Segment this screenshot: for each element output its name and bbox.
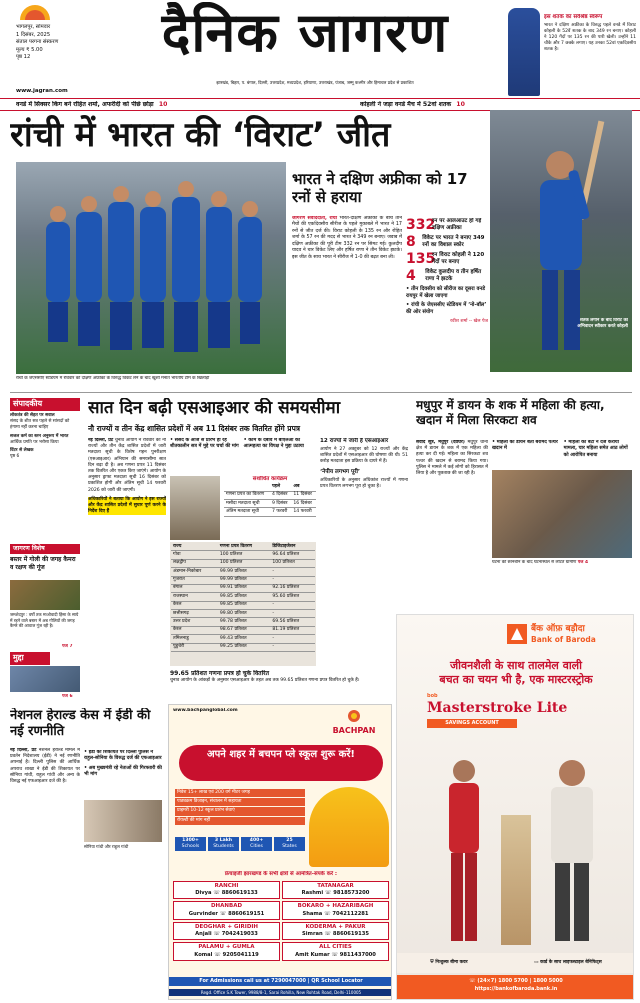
mudda-photo [10,666,80,692]
lead-bullet: • रांची के जेएससीए स्टेडियम में ‘नो-बॉल’ की ओर संयोग [406,302,487,316]
table-cell: गणना प्रपत्र का वितरण [224,491,270,499]
table-row [171,635,315,643]
bachpan-city[interactable] [282,901,389,919]
sir-highlight: अधिकारियों ने बताया कि आयोग ने इस राज्यों और केंद्र शासित प्रदेशों में सुधार पूर्ण करने के निर्देश दिए हैं [88,496,166,515]
vishesh-story[interactable]: बस्तर में गोली की जगह कैमरा व रक्षण की गूंज [10,556,76,571]
lead-subhead: भारत ने दक्षिण अफ्रीका को 17 रनों से हराया [292,170,468,206]
table-cell: 99.80 प्रतिशत [218,610,270,618]
table-row [171,593,315,601]
bachpan-stat-number: 25 [286,838,293,843]
shield-icon: ⛨ [430,959,434,965]
bachpan-city[interactable] [282,922,389,940]
bachpan-stat-number: 1300+ [182,838,199,843]
bachpan-stat-label: Students [213,844,234,850]
masthead [0,0,640,100]
madhupur-headline: मधुपुर में डायन के शक में महिला की हत्या, खदान में मिला सिरकटा शव [416,398,605,427]
table-cell: केरल [171,626,218,634]
bachpan-stat [175,837,206,851]
ticker-left-page: 10 [158,101,168,108]
bob-benefit [430,960,467,966]
herald-bullet: • अब मुख्यमंत्री रहे नेताओं की गिरफ्तारी की भी मांग [84,765,162,778]
city-name: DHANBAD [210,903,243,910]
sir-state-table-box [170,542,316,666]
stat-item [406,269,488,283]
lead-bullet-text: तीन दिवसीय को सीरीज का दूसरा वनडे रायपुर में खेला जाएगा [406,286,486,300]
phone-icon: ☏ [469,978,476,984]
bachpan-city[interactable] [173,881,280,899]
kohli-photo-caption: शतक लगाने के बाद विराट का अभिवादन स्वीकार करते कोहली [577,318,628,329]
table-cell: 95.60 प्रतिशत [270,593,315,601]
bachpan-stat-number: 3 Lakh [214,838,233,843]
sir-body: चुनाव आयोग ने रविवार को नौ राज्यों और तीन केंद्र शासित प्रदेशों में जारी मतदाता सूची के विशेष गहन पुनरीक्षण (एसआइआर) अभियान की समयसीमा सात दिन बढ़ा दी है। अब गणना प्रपत्र 11 दिसंबर तक वितरित और एकत्र किए जाएंगे। आयोग के अनुसार ड्राफ्ट मतदाता सूची 16 दिसंबर को प्रकाशित होगी और अंतिम सूची 14 फरवरी 2026 को जारी की जाएगी। [88,438,166,493]
side-title: इस शतक का सर्वश्रेष्ठ स्वरूप [544,14,603,20]
phone-icon: ☏ [324,890,332,897]
sampadakiya-item-head: सजल कर्म का स्तन अनुरूप में भारत [10,433,69,439]
bachpan-logo-icon [344,709,364,723]
madhupur-photo-caption: घटना की छानबीन के बाद घटनास्थल से लौटते ग्रामीण [492,560,577,565]
city-name: RANCHI [214,883,239,889]
sampadakiya-item-text: आर्थिक प्रगति पर भरोसा किया [10,439,59,445]
table-cell: 100 प्रतिशत [218,551,270,559]
bachpan-brand: BACHPAN [332,725,376,735]
editions-line: झारखंड, बिहार, प. बंगाल, दिल्ली, उत्तरप्रदेश, मध्यप्रदेश, हरियाणा, उत्तराखंड, पंजाब, जम्मू कश्मीर और हिमाचल प्रदेश से प्रकाशित [216,80,414,85]
sampadakiya-title: संपादकीय [10,398,80,411]
vishesh-photo [10,580,80,610]
bob-small-brand: bob [427,693,438,699]
sir-schedule [224,476,316,517]
city-name: KODERMA + PAKUR [305,923,366,930]
sir-schedule-table [224,483,316,517]
contact-name: Gurvinder [188,910,218,917]
mudda-page: पेज 6 [62,694,73,699]
phone-icon: ☏ [331,951,338,958]
table-row [171,626,315,634]
bachpan-stat-label: Cities [250,844,263,850]
table-cell: अंतिम मतदाता सूची [224,508,270,516]
lead-headline: रांची में भारत की ‘विराट’ जीत [10,115,391,155]
table-cell: 11 दिसंबर [291,491,316,499]
bob-benefits [397,953,634,973]
mudda-label: मुद्दा [10,652,50,665]
website[interactable]: www.jagran.com [16,88,68,94]
bachpan-stat [241,837,272,851]
table-cell: 99.99 प्रतिशत [218,576,270,584]
madhupur-bullet-text: महिला की बेटी ने दर्ज कराया मामला, चार महिला समेत आठ लोगों को आरोपित बनाया [563,440,628,458]
contact-phone: 9818573200 [333,890,370,897]
bachpan-footer[interactable]: For Admissions call us at 7290047000 | QR School Locator [169,977,392,986]
sir-bullet-text: संसद के आज से प्रारंभ हो रहे शीतकालीन सत्र में मुद्दे पर चर्चा की मांग [170,438,239,450]
bob-contact[interactable] [397,975,634,1000]
madhupur-bullets [492,440,632,459]
jagran-sun-logo-icon [18,4,52,22]
vishesh-box [10,544,80,652]
state-header: राज्य [171,543,218,551]
herald-body: नेशनल हेराल्ड मामले में प्रवर्तन निदेशालय (ईडी) ने नई रणनीति अपनाई है। दिल्ली पुलिस की आर्थिक अपराध शाखा ने ईडी की शिकायत पर सोनिया गांधी, राहुल गांधी और अन्य के विरुद्ध नई एफआइआर दर्ज की है। [10,748,80,784]
sir-side-title2: ‘नेपीय लगभग पूरी’ [320,469,361,476]
bachpan-feature: रॉयल्टी की मांग नहीं [175,817,305,825]
mudda-box [10,652,80,704]
schedule-header: पहले [270,483,291,491]
bachpan-contact-title: फ्रेंचाइजी झारखण्ड के सभी क्षेत्रों से आमंत्रित-संपर्क करें : [224,871,338,877]
bachpan-stats [175,837,305,851]
vishesh-page: पेज 7 [62,644,73,649]
bob-english-name: Bank of Baroda [531,635,596,645]
table-cell: मसौदा मतदाता सूची [224,500,270,508]
stat-text: रन विराट कोहली ने 120 गेंदों पर बनाए [432,252,485,265]
sampadakiya-item-text: संसद के शीत सत्र पहले से सांसदों को हंगामा नहीं करना चाहिए [10,418,70,430]
madhupur-crowd-photo [492,470,632,558]
contact-name: Divya [195,890,212,897]
sir-side-col [320,438,408,666]
table-row [171,618,315,626]
lead-bullet: • तीन दिवसीय को सीरीज का दूसरा वनडे रायपुर में खेला जाएगा [406,286,486,300]
city-name: DEOGHAR + GIRIDIH [194,923,259,930]
bob-hindi-name: बैंक ऑफ़ बड़ौदा [531,624,585,634]
table-cell: 69.56 प्रतिशत [270,618,315,626]
pages: पृष्ठ 12 [16,54,31,61]
contact-name: Komal [194,951,213,958]
sir-footer [170,670,408,684]
bachpan-features [175,789,305,826]
sir-subhead: नौ राज्यों व तीन केंद्र शासित प्रदेशों में अब 11 दिसंबर तक वितरित होंगे प्रपत्र [88,424,300,433]
vishesh-caption: जमशेदपुर : वर्षों तक माओवादी हिंसा के साये में रहने वाले बस्तर में अब गोलियों की जगह कैमरे की आवाज गूंज रही है। [10,612,79,629]
table-cell: - [270,568,315,576]
table-cell: - [270,643,315,651]
card-icon: ▭ [534,959,539,965]
sampadakiya-box [10,398,80,540]
bachpan-feature: प्राइमरी 10-12 स्कूल प्रारंभ सेवाएं [175,807,305,815]
table-row [224,491,316,499]
stat-number: 8 [406,234,416,250]
stat-text: रन पर आलआउट हो गई दक्षिण अफ्रीका [432,218,482,231]
schedule-header [224,483,270,491]
date: 1 दिसंबर, 2025 [16,31,51,38]
bachpan-ad[interactable] [168,704,392,1000]
sir-footer-title: 99.65 प्रतिशत गणना प्रपत्र हो चुके वितरित [170,670,270,677]
ticker-left-text: वनडे में सिक्सर किंग बने रोहित शर्मा, अफरीदी को पीछे छोड़ा [16,101,154,108]
bob-url[interactable]: https://bankofbaroda.bank.in [474,985,558,992]
madhupur-byline: संवाद सूत्र, मधुपुर (देवघर) [416,440,465,445]
sir-schedule-title: संशोधित कार्यक्रम [252,476,288,482]
bachpan-logo [319,709,389,735]
contact-name: Shama [302,910,323,917]
bob-logo-icon [507,624,527,644]
ticker-right-text: कोहली ने जड़ा वनडे मैच में 52वां शतक [360,101,452,108]
stat-text: विकेट पर भारत ने बनाए 349 रनों का विशाल स्कोर [422,235,485,248]
lead-byline: जागरण संवाददाता, रांची [292,216,337,221]
table-cell: 99.78 प्रतिशत [218,618,270,626]
table-cell: 16 दिसंबर [291,500,316,508]
bachpan-stat-label: States [282,844,297,850]
bachpan-city[interactable] [282,881,389,899]
ballot-box-photo [170,476,220,540]
lead-page-ref: रवीश शर्मा -- खेल पेज [450,319,488,325]
sampadakiya-item[interactable] [10,434,80,446]
sampadakiya-item-head: विंटर से लेखक [10,448,34,454]
contact-name: Simran [302,931,323,938]
table-cell: - [270,635,315,643]
table-cell: उत्तर प्रदेश [171,618,218,626]
table-cell: 9 दिसंबर [270,500,291,508]
lead-photo-caption: रांची के जेएससीए स्टेडियम में रविवार को दक्षिण अफ्रीका के विरुद्ध विकेट लेने के बाद खुशी मनाते भारतीय टीम के खिलाड़ी [16,376,210,381]
phone-icon: ☏ [214,951,221,958]
herald-byline: नई दिल्ली, प्रेट [10,748,37,753]
madhupur-page: पेज 4 [577,560,589,565]
table-cell: केरल [171,601,218,609]
bachpan-city-grid [173,881,389,961]
herald-bullets [84,750,162,779]
table-cell: अंडमान-निकोबार [171,568,218,576]
bachpan-slogan: अपने शहर में बचपन प्ले स्कूल शुरू करें! [179,745,383,781]
sir-bullets [170,438,316,470]
table-cell: 99.91 प्रतिशत [218,584,270,592]
table-cell: छत्तीसगढ़ [171,610,218,618]
dateline [16,24,106,62]
herald-body-col [10,748,80,998]
bob-man-figure [537,755,607,945]
stat-text: विकेट कुलदीप व तीन हर्षित राणा ने झटके [425,269,482,282]
bachpan-city[interactable] [173,922,280,940]
stat-item [406,218,488,232]
phone-icon: ☏ [324,931,332,938]
city-name: ALL CITIES [319,944,352,951]
bachpan-kids-photo [309,787,389,867]
madhupur-bullet-text: महिला को डायन बता बरामद पत्थर खदान में [492,440,558,452]
table-row [171,610,315,618]
bachpan-feature: पाठ्यक्रम डिजाइन, संचालन में सहायता [175,798,305,806]
contact-phone: 7042112281 [332,910,369,917]
bachpan-stat-label: Schools [181,844,200,850]
stat-number: 332 [406,218,436,233]
vishesh-title: जागरण विशेष [10,544,80,554]
table-row [171,584,315,592]
table-row [171,551,315,559]
lead-body-col [292,216,402,371]
table-cell: 92.16 प्रतिशत [270,584,315,592]
contact-phone: 8860619133 [221,890,258,897]
city-name: PALAMU + GUMLA [198,944,255,951]
bachpan-city[interactable] [173,901,280,919]
sampadakiya-item-head: लोकतंत्र की सेहत पर सवाल [10,412,55,418]
table-row [171,643,315,651]
table-cell: लक्षद्वीप [171,559,218,567]
bachpan-city[interactable] [173,942,280,960]
ticker-left[interactable] [16,101,167,109]
phone-icon: ☏ [219,910,227,917]
table-cell: 99.99 प्रतिशत [218,568,270,576]
table-row [224,508,316,516]
table-cell: - [270,610,315,618]
sampadakiya-item[interactable] [10,448,80,460]
edition: संताल परगना संस्करण [16,39,59,46]
city-name: TATANAGAR [317,883,354,889]
contact-phone: 8860619151 [228,910,265,917]
herald-headline: नेशनल हेराल्ड केस में ईडी की नई रणनीति [10,708,151,740]
contact-name: Anjali [195,931,212,938]
bachpan-stat [208,837,239,851]
phone-icon: ☏ [213,931,220,938]
herald-photo [84,800,162,842]
phone-icon: ☏ [213,890,220,897]
contact-phone: 8860619135 [332,931,369,938]
bob-benefit [534,960,602,966]
table-cell: तमिलनाडु [171,635,218,643]
bob-product-sub: SAVINGS ACCOUNT [427,719,517,728]
herald-bullet-text: अब मुख्यमंत्री रहे नेताओं की गिरफ्तारी की भी मांग [84,765,162,778]
table-cell: बंगाल [171,584,218,592]
table-cell: 96.64 प्रतिशत [270,551,315,559]
sir-headline: सात दिन बढ़ी एसआइआर की समयसीमा [88,398,341,418]
stat-item [406,252,488,266]
sampadakiya-item-text: पृष्ठ 6 [10,454,20,460]
sir-bullet-text: काम के दबाव में बीएलओ की आत्महत्या का विपक्ष ने मुद्दा उठाया [243,438,304,450]
location-day: भागलपुर, सोमवार [16,24,51,30]
table-cell: 7 फरवरी [270,508,291,516]
phone-icon: ☏ [324,910,331,917]
contact-name: Rashmi [301,890,324,897]
table-cell: पुडुचेरी [171,643,218,651]
table-cell: 4 दिसंबर [270,491,291,499]
contact-phone: 9811437000 [339,951,376,958]
sir-side-text2: अधिकारियों के अनुसार अधिकांश राज्यों में गणना प्रपत्र वितरण लगभग पूरा हो चुका है। [320,477,408,489]
ticker-right[interactable] [360,101,465,109]
madhupur-bullet: • महिला की बेटी ने दर्ज कराया मामला, चार महिला समेत आठ लोगों को आरोपित बनाया [563,440,628,458]
sir-bullet: • संसद के आज से प्रारंभ हो रहे शीतकालीन सत्र में मुद्दे पर चर्चा की मांग [170,438,239,450]
table-cell: 81.19 प्रतिशत [270,626,315,634]
bachpan-site[interactable]: www.bachpanglobal.com [173,708,238,713]
table-row [171,601,315,609]
kohli-photo [490,110,632,372]
bob-tagline-1: जीवनशैली के साथ तालमेल वाली [450,659,582,672]
contact-name: Amit Kumar [295,951,330,958]
madhupur-bullet: • महिला को डायन बता बरामद पत्थर खदान में [492,440,558,452]
table-cell: - [270,601,315,609]
stat-number: 135 [406,251,436,267]
table-cell: - [270,576,315,584]
sir-body-col [88,438,166,668]
bachpan-stat [274,837,305,851]
ticker-right-page: 10 [456,101,465,108]
masthead-side-box [544,14,636,53]
table-cell: 99.85 प्रतिशत [218,593,270,601]
herald-photo-caption: सोनिया गांधी और राहुल गांधी [84,844,129,849]
bachpan-feature: निवेश 15+ लाख एवं 200 वर्ग मीटर जगह [175,789,305,797]
table-row [224,500,316,508]
madhupur-caption [492,560,632,566]
side-text: भारत ने दक्षिण अफ्रीका के विरुद्ध पहले वनडे में विराट कोहली के 52वें शतक के बाद 349 रन बनाए। कोहली ने 120 गेंदों पर 135 रन की पारी खेली। उन्होंने 11 चौके और 7 छक्के लगाए। यह उनका 52वां एकदिवसीय शतक है। [544,22,636,52]
table-cell: 98.67 प्रतिशत [218,626,270,634]
masthead-cricketer-photo [508,8,540,96]
lead-bullet-text: रांची के जेएससीए स्टेडियम में ‘नो-बॉल’ की ओर संयोग [406,302,487,316]
table-cell: 99.25 प्रतिशत [218,643,270,651]
bachpan-regd: Regd. Office S.K Tower, 9988/8-1, Sarai Rohilla, New Rohtak Road, Delhi-110005 [169,989,392,996]
contact-phone: 7042419033 [221,931,258,938]
herald-bullet: • ईडी की शिकायत पर दिल्ली पुलिस ने राहुल-सोनिया के विरुद्ध दर्ज की एफआइआर [84,750,162,762]
table-row [171,559,315,567]
madhupur-body: मधुपुर थाना क्षेत्र में डायन के शक में एक महिला की हत्या कर दी गई। महिला का सिरकटा शव पत्थर की खदान से बरामद किया गया। पुलिस ने मामले में कई लोगों को हिरासत में लिया है और पूछताछ की जा रही है। [416,440,488,476]
sir-byline: नई दिल्ली, प्रेट [88,438,114,443]
table-cell: गोवा [171,551,218,559]
table-row [171,568,315,576]
contact-phone: 9205041119 [222,951,259,958]
bob-product: Masterstroke Lite [427,700,568,716]
bob-ad[interactable] [396,614,634,1000]
schedule-header: अब [291,483,316,491]
state-header: गणना प्रपत्र वितरण [218,543,270,551]
state-header: डिजिटाइजेशन [270,543,315,551]
bachpan-city[interactable] [282,942,389,960]
stat-number: 4 [406,268,416,284]
logo-text: दैनिक जागरण [161,2,449,64]
sampadakiya-item[interactable] [10,413,80,431]
bob-tagline [405,659,627,687]
table-cell: 14 फरवरी [291,508,316,516]
sir-side-text: आयोग ने 27 अक्टूबर को 12 राज्यों और केंद्र शासित प्रदेशों में एसआइआर की घोषणा की थी। 51 करोड़ मतदाता इस प्रक्रिया के दायरे में हैं। [320,446,408,464]
table-cell: राजस्थान [171,593,218,601]
bob-logo [507,623,631,645]
herald-bullet-text: ईडी की शिकायत पर दिल्ली पुलिस ने राहुल-सोनिया के विरुद्ध दर्ज की एफआइआर [84,750,162,762]
bob-benefit-text: कार्ड के साथ लाइफस्टाइल बेनिफिट्स [540,959,602,965]
table-cell: गुजरात [171,576,218,584]
price: मूल्य ₹ 5.00 [16,46,43,53]
table-cell: 100 प्रतिशत [218,559,270,567]
section-divider [10,392,632,393]
sir-state-table [171,543,315,652]
sir-footer-text: चुनाव आयोग के आंकड़ों के अनुसार एसआइआर के तहत अब तक 99.65 प्रतिशत गणना प्रपत्र वितरित हो चुके हैं। [170,678,360,684]
lead-stats [406,218,488,325]
bob-benefit-text: निःशुल्क बीमा कवर [435,959,468,965]
bob-woman-figure [437,755,491,945]
bob-tagline-2: बचत का चयन भी है, एक मास्टरस्ट्रोक [439,672,593,686]
lead-team-photo [16,162,286,374]
city-name: BOKARO + HAZARIBAGH [297,903,374,910]
table-row [171,576,315,584]
sir-side-title: 12 राज्यों में जारी है एसआइआर [320,438,389,444]
bachpan-stat-number: 400+ [249,838,264,843]
table-cell: 99.43 प्रतिशत [218,635,270,643]
stat-item [406,235,488,249]
bob-bat-rack [501,815,531,945]
bob-phone: (24×7) 1800 5700 | 1800 5000 [477,978,563,984]
table-cell: 100 प्रतिशत [270,559,315,567]
table-cell: 99.85 प्रतिशत [218,601,270,609]
madhupur-body-col [416,440,488,570]
lead-body: भारत-दक्षिण अफ्रीका के बीच तीन मैचों की एकदिवसीय सीरीज के पहले मुकाबले में भारत ने 17 रनों से जीत दर्ज की। विराट कोहली के 135 रन और रोहित शर्मा के 57 रन की मदद से भारत ने 349 रन बनाए। जवाब में दक्षिण अफ्रीका की पूरी टीम 332 रन पर सिमट गई। कुलदीप यादव ने चार विकेट लिए और हर्षित राणा ने तीन विकेट झटके। इस जीत के साथ भारत ने सीरीज में 1-0 की बढ़त बना ली। [292,216,402,260]
sir-bullet: • काम के दबाव में बीएलओ की आत्महत्या का विपक्ष ने मुद्दा उठाया [243,438,304,450]
